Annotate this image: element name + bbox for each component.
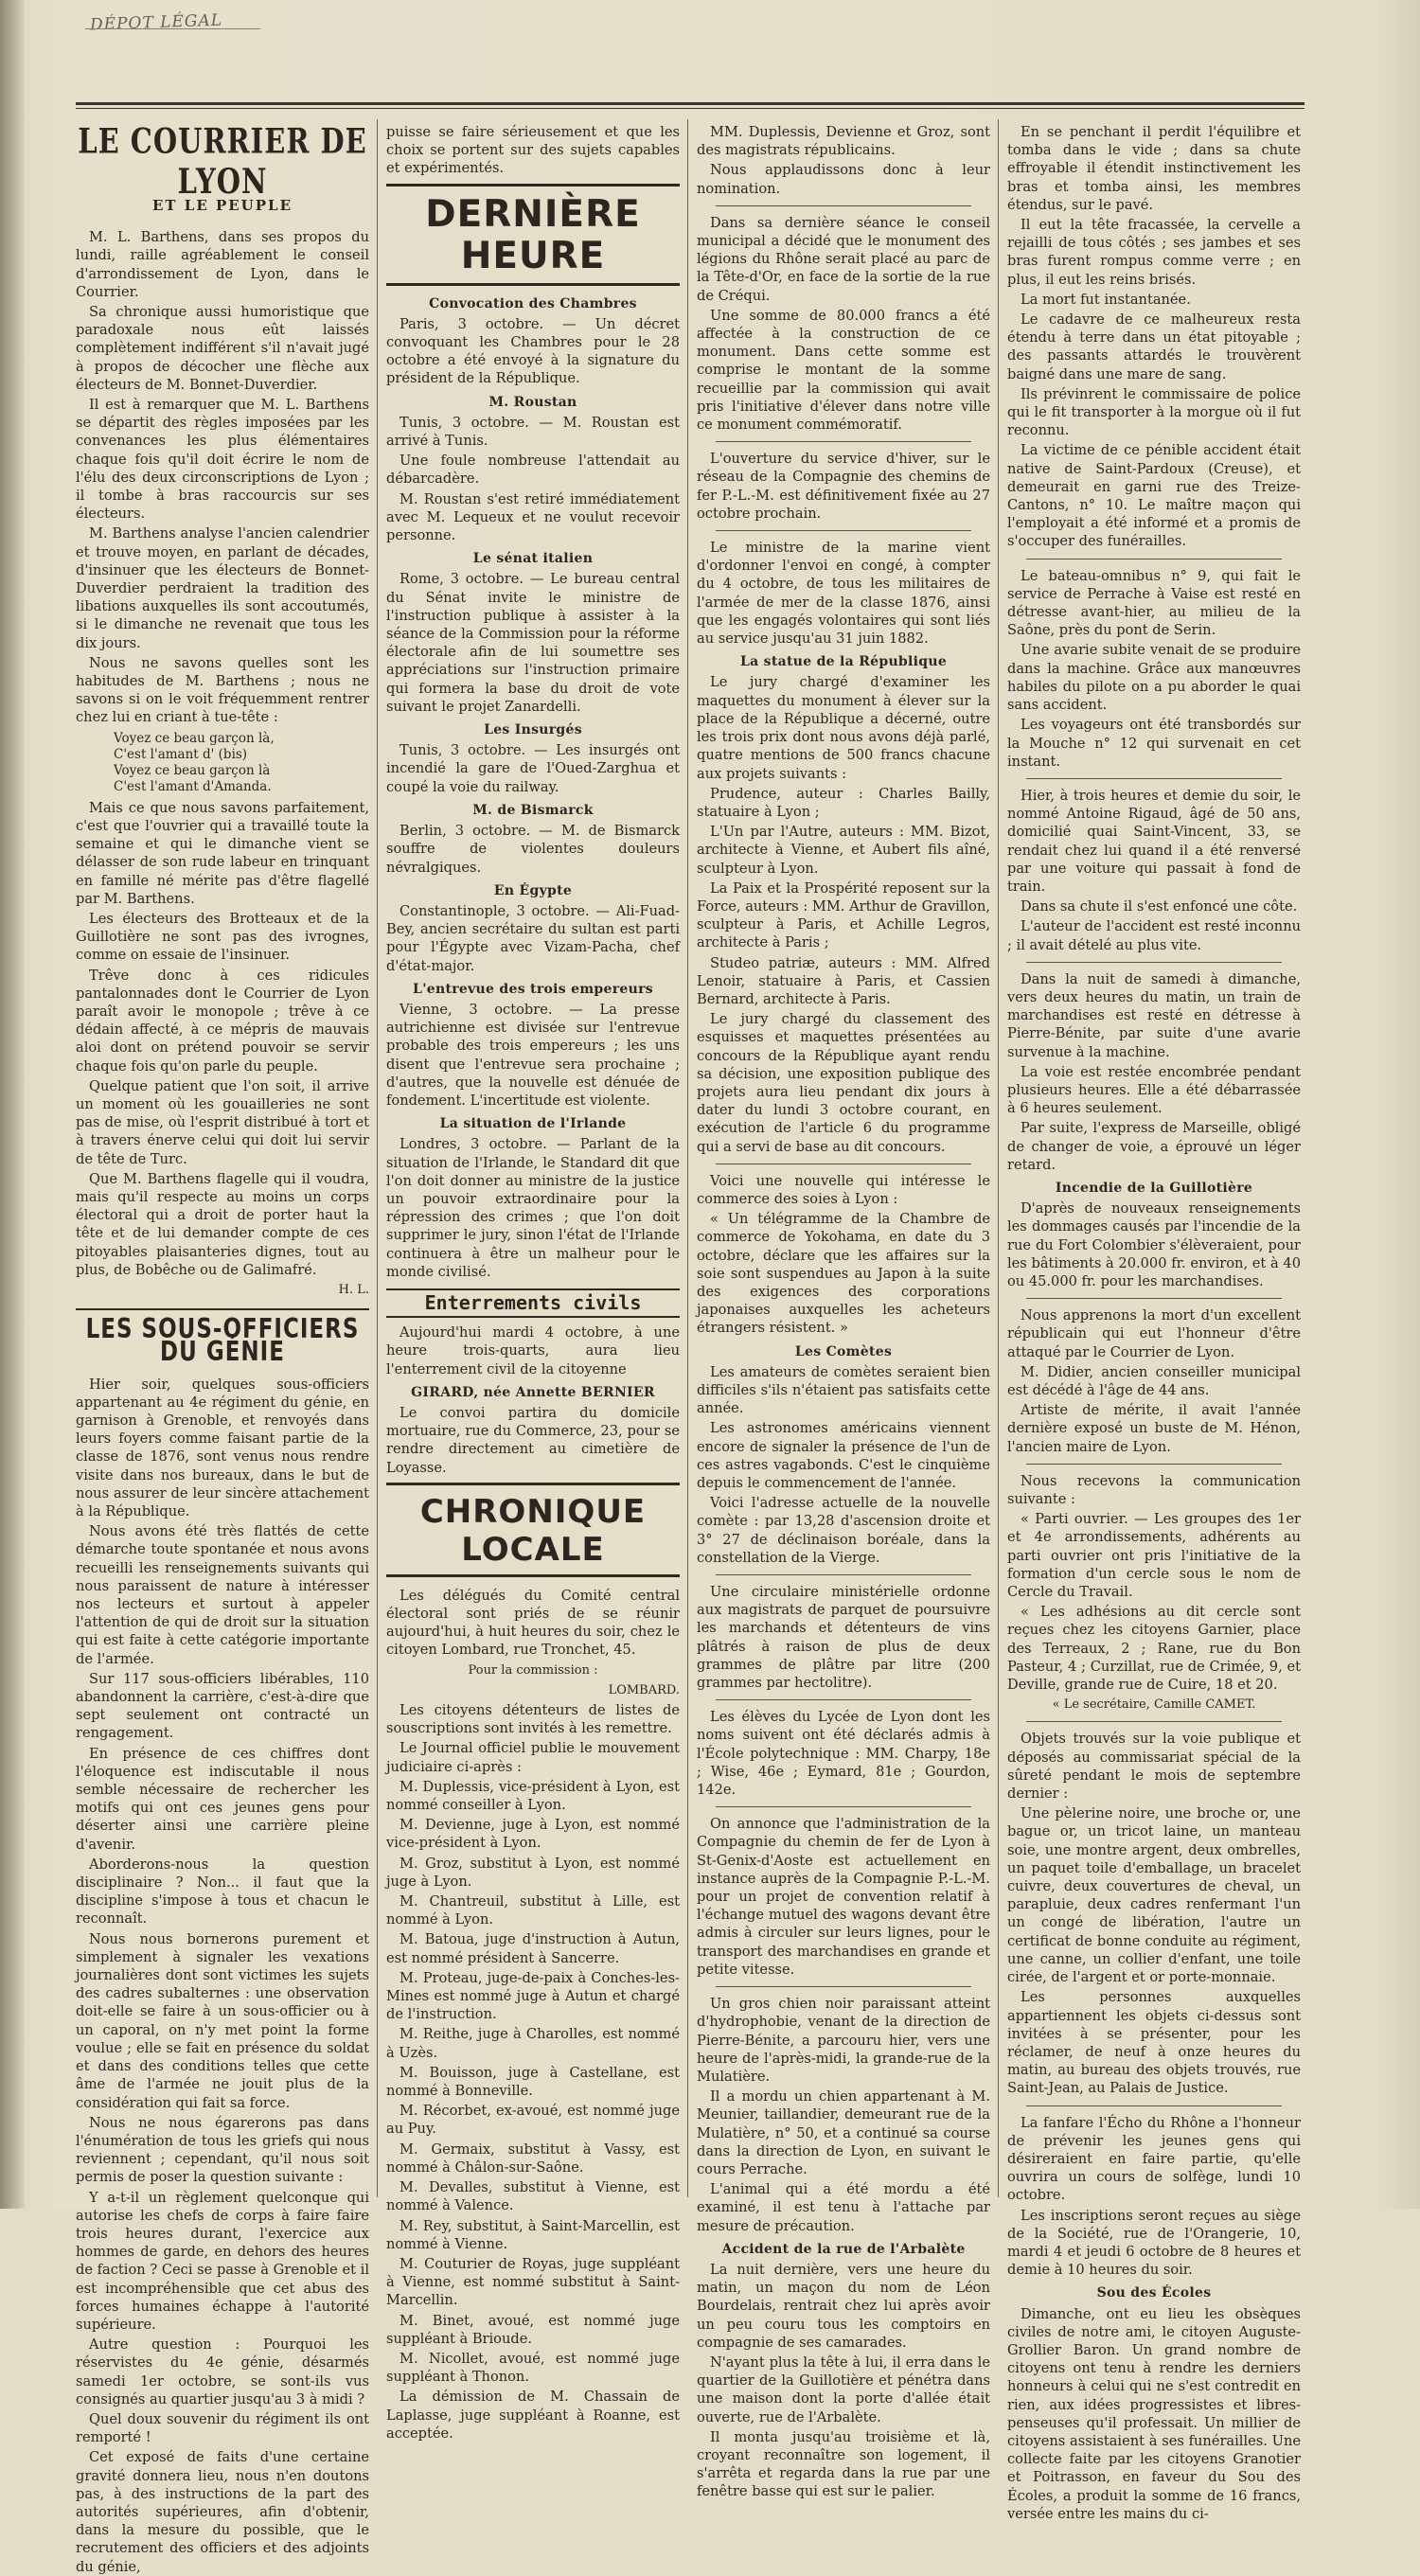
commission-line: Pour la commission : [468, 1662, 598, 1678]
paragraph: Les citoyens détenteurs de listes de souscriptions sont invités à les remettre. [386, 1702, 680, 1737]
paragraph: Il eut la tête fracassée, la cervelle a rejailli de tous côtés ; ses jambes et ses bras furent rompus comme verre ; en plus, il eut les reins brisés. [1007, 217, 1301, 288]
paragraph: Nous nous bornerons purement et simplement à signaler les vexations journalières dont sont victimes les sujets des cadres subalternes : une observation doit-elle se faire à un sous-officier ou à un caporal, on n'y met point la forme voulue ; elle se fait en présence du soldat et dans des conditions telles que cette âme de l'armée ne jouit plus de la considération qui fait sa force. [76, 1930, 369, 2111]
section-headline: LES SOUS-OFFICIERS DU GÉNIE [85, 1314, 360, 1368]
paragraph: Nous applaudissons donc à leur nomination. [697, 162, 990, 197]
paragraph: M. L. Barthens, dans ses propos du lundi, raille agréablement le conseil d'arrondissement de Lyon, dans le Courrier. [76, 229, 369, 300]
verse-line: Voyez ce beau garçon là [114, 762, 271, 778]
paragraph: puisse se faire sérieusement et que les choix se portent sur des sujets capables et expérimentés. [386, 124, 680, 177]
paragraph: M. Binet, avoué, est nommé juge suppléant à Brioude. [386, 2312, 680, 2347]
paragraph: Constantinople, 3 octobre. — Ali-Fuad-Bey, ancien secrétaire du sultan est parti pour l'Égypte avec Vizam-Pacha, chef d'état-major. [386, 902, 680, 974]
paragraph: Rome, 3 octobre. — Le bureau central du Sénat invite le ministre de l'instruction publique à assister à la séance de la Commission pour la réforme électorale afin de lui soumettre ses appréciations sur l'instruction primaire qui formera la base du droit de vote suivant le projet Zanardelli. [386, 571, 680, 715]
paragraph: Le cadavre de ce malheureux resta étendu à terre dans un état pitoyable ; des passants attardés le trouvèrent baigné dans une mare de sang. [1007, 311, 1301, 382]
paragraph: Les délégués du Comité central électoral sont priés de se réunir aujourd'hui, à huit heures du soir, chez le citoyen Lombard, rue Tronchet, 45. [386, 1587, 680, 1659]
paragraph: Nous apprenons la mort d'un excellent républicain qui eut l'honneur d'être attaqué par le Courrier de Lyon. [1007, 1307, 1301, 1360]
separator [716, 1986, 971, 1987]
subheading: Convocation des Chambres [429, 295, 637, 311]
paragraph: Les électeurs des Brotteaux et de la Guillotière ne sont pas des ivrognes, comme on essaie de l'insinuer. [76, 910, 369, 964]
paragraph: Il monta jusqu'au troisième et là, croyant reconnaître son logement, il s'arrêta et regarda dans la rue par une fenêtre basse qui est sur le palier. [697, 2428, 990, 2500]
column-divider [377, 119, 378, 2197]
paragraph: Quel doux souvenir du régiment ils ont remporté ! [76, 2410, 369, 2446]
subheading: La statue de la République [739, 654, 948, 670]
top-rule [76, 102, 1305, 105]
paragraph: Il a mordu un chien appartenant à M. Meunier, taillandier, demeurant rue de la Mulatière, n° 50, et a continué sa course dans la direction de Lyon, en suivant le cours Perrache. [697, 2088, 990, 2177]
column-divider [687, 119, 688, 2197]
masthead-subtitle: ET LE PEUPLE [151, 197, 293, 214]
column-3 [697, 123, 990, 2500]
paragraph: M. Bouisson, juge à Castellane, est nommé à Bonneville. [386, 2064, 680, 2100]
paragraph: M. Couturier de Royas, juge suppléant à Vienne, est nommé substitut à Saint-Marcellin. [386, 2255, 680, 2309]
paragraph: L'Un par l'Autre, auteurs : MM. Bizot, architecte à Vienne, et Aubert fils aîné, sculpteur à Lyon. [697, 824, 990, 877]
paragraph: M. Proteau, juge-de-paix à Conches-les-Mines est nommé juge à Autun et chargé de l'instruction. [386, 1969, 680, 2023]
section-rule [76, 1308, 369, 1310]
paragraph: Autre question : Pourquoi les réservistes du 4e génie, désarmés samedi 1er octobre, se sont-ils vus consignés au quartier jusqu'au 3 à midi ? [76, 2336, 369, 2407]
paragraph: Le jury chargé du classement des esquisses et maquettes présentées au concours de la République ayant rendu sa décision, une exposition publique des projets aura lieu pendant dix jours à dater du lundi 3 octobre courant, en exécution de l'article 6 du programme qui a servi de base au dit concours. [697, 1011, 990, 1155]
paragraph: Les amateurs de comètes seraient bien difficiles s'ils n'étaient pas satisfaits cette année. [697, 1363, 990, 1417]
paragraph: M. Germaix, substitut à Vassy, est nommé à Châlon-sur-Saône. [386, 2141, 680, 2176]
paragraph: Une somme de 80.000 francs a été affectée à la construction de ce monument. Dans cette somme est comprise le montant de la somme recueillie par la commission qui avait pris l'initiative d'élever dans notre ville ce monument commémoratif. [697, 307, 990, 434]
signature: LOMBARD. [608, 1682, 680, 1697]
separator [1026, 2105, 1282, 2106]
paragraph: Berlin, 3 octobre. — M. de Bismarck souffre de violentes douleurs névralgiques. [386, 823, 680, 876]
paragraph: L'auteur de l'accident est resté inconnu ; il avait dételé au plus vite. [1007, 918, 1301, 953]
paragraph: Cet exposé de faits d'une certaine gravité donnera lieu, nous n'en doutons pas, à des instructions de la part des autorités supérieures, afin d'obtenir, dans la mesure du possible, que le recrutement des officiers et des adjoints du génie, [76, 2449, 369, 2575]
subheading: Les Comètes [794, 1343, 893, 1359]
column-divider [998, 119, 999, 2197]
paragraph: M. Rey, substitut, à Saint-Marcellin, est nommé à Vienne. [386, 2217, 680, 2252]
paragraph: Le jury chargé d'examiner les maquettes du monument à élever sur la place de la République a décerné, outre les trois prix dont nous avons déjà parlé, quatre mentions de 500 francs chacune aux projets suivants : [697, 674, 990, 782]
separator [1026, 778, 1282, 779]
subheading: Accident de la rue de l'Arbalète [721, 2241, 966, 2257]
song-verse [114, 731, 369, 795]
subheading: En Égypte [493, 882, 573, 898]
paragraph: Le convoi partira du domicile mortuaire, rue du Commerce, 23, pour se rendre directement au cimetière de Loyasse. [386, 1404, 680, 1476]
paragraph: M. Batoua, juge d'instruction à Autun, est nommé président à Sancerre. [386, 1931, 680, 1966]
signature: H. L. [338, 1282, 369, 1297]
subheading: Sou des Écoles [1096, 2285, 1212, 2301]
paragraph: Tunis, 3 octobre. — M. Roustan est arrivé à Tunis. [386, 414, 680, 450]
paragraph: La victime de ce pénible accident était native de Saint-Pardoux (Creuse), et demeurait en garni rue des Treize-Cantons, n° 10. Le maître maçon qui l'employait a été informé et a promis de s'occuper des funérailles. [1007, 442, 1301, 550]
paragraph: Dimanche, ont eu lieu les obsèques civiles de notre ami, le citoyen Auguste-Grollier Baron. Un grand nombre de citoyens ont tenu à rendre les derniers honneurs à celui qui ne s'est contredit en rien, aux idées progressistes et libres-penseuses qu'il professait. Un millier de citoyens assistaient à ses funérailles. Une collecte faite par les citoyens Granotier et Poitrasson, en faveur du Sou des Écoles, a produit la somme de 16 francs, versée entre les mains du ci- [1007, 2305, 1301, 2522]
separator [1026, 1721, 1282, 1722]
paragraph: N'ayant plus la tête à lui, il erra dans le quartier de la Guillotière et pénétra dans une maison dont la porte d'allée était ouverte, rue de l'Arbalète. [697, 2354, 990, 2425]
paragraph: Nous ne nous égarerons pas dans l'énumération de tous les griefs qui nous reviennent ; cependant, qu'il nous soit permis de poser la question suivante : [76, 2114, 369, 2186]
paragraph: Une pèlerine noire, une broche or, une bague or, un tricot laine, un manteau soie, une montre argent, deux ombrelles, un paquet toile d'emballage, un bracelet cuivre, deux couvertures de cheval, un parapluie, deux cadres renfermant l'un un congé de libération, l'autre un certificat de bonne conduite au régiment, une canne, un collier d'enfant, une toile cirée, de l'argent et or porte-monnaie. [1007, 1805, 1301, 1986]
paragraph: L'animal qui a été mordu a été examiné, il est tenu à l'attache par mesure de précaution. [697, 2181, 990, 2234]
stamp-underline [85, 28, 260, 29]
paragraph: Nous recevons la communication suivante : [1007, 1472, 1301, 1508]
paragraph: M. Chantreuil, substitut à Lille, est nommé à Lyon. [386, 1893, 680, 1928]
paragraph: La nuit dernière, vers une heure du matin, un maçon du nom de Léon Bourdelais, rentrait chez lui après avoir un peu couru tous les comptoirs en compagnie de ses camarades. [697, 2261, 990, 2351]
separator [716, 441, 971, 442]
subheading: Les Insurgés [484, 722, 582, 738]
paragraph: Ils prévinrent le commissaire de police qui le fit transporter à la morgue où il fut reconnu. [1007, 385, 1301, 439]
paragraph: Les voyageurs ont été transbordés sur la Mouche n° 12 qui survenait en cet instant. [1007, 717, 1301, 770]
signature: « Le secrétaire, Camille CAMET. [1052, 1697, 1256, 1713]
paragraph: L'ouverture du service d'hiver, sur le réseau de la Compagnie des chemins de fer P.-L.-M. est définitivement fixée au 27 octobre prochain. [697, 451, 990, 522]
subheading: La situation de l'Irlande [439, 1116, 627, 1132]
paragraph: Une avarie subite venait de se produire dans la machine. Grâce aux manœuvres habiles du pilote on a pu aborder le quai sans accident. [1007, 642, 1301, 714]
paragraph: D'après de nouveaux renseignements les dommages causés par l'incendie de la rue du Fort Colombier s'élèveraient, pour les bâtiments à 20.000 fr. environ, et à 40 ou 45.000 fr. pour les marchandises. [1007, 1200, 1301, 1289]
masthead-title: LE COURRIER DE LYON [78, 120, 367, 202]
paragraph: M. Récorbet, ex-avoué, est nommé juge au Puy. [386, 2103, 680, 2138]
paragraph: M. Devienne, juge à Lyon, est nommé vice-président à Lyon. [386, 1817, 680, 1852]
paragraph: M. Groz, substitut à Lyon, est nommé juge à Lyon. [386, 1855, 680, 1890]
separator [716, 1806, 971, 1807]
derniere-heure-headline: DERNIÈRE HEURE [386, 184, 680, 286]
binding-edge [0, 0, 25, 2209]
subheading: L'entrevue des trois empereurs [413, 981, 653, 997]
paragraph: Artiste de mérite, il avait l'année dernière exposé un buste de M. Hénon, l'ancien maire de Lyon. [1007, 1402, 1301, 1455]
verse-line: C'est l'amant d'Amanda. [114, 778, 272, 794]
paragraph: La Paix et la Prospérité reposent sur la Force, auteurs : MM. Arthur de Gravillon, sculpteur à Paris, et Achille Legros, architecte à Paris ; [697, 879, 990, 951]
subheading: Le sénat italien [472, 551, 594, 567]
paragraph: M. Roustan s'est retiré immédiatement avec M. Lequeux et ne voulut recevoir personne. [386, 490, 680, 544]
separator [1026, 1464, 1282, 1465]
paragraph: « Les adhésions au dit cercle sont reçues chez les citoyens Garnier, place des Terreaux, 2 ; Rane, rue du Bon Pasteur, 4 ; Curzillat, rue de Crimée, 9, et Deville, grande rue de Cuire, 18 et 20. [1007, 1604, 1301, 1694]
column-1 [76, 120, 369, 2575]
column-4 [1007, 123, 1301, 2522]
paragraph: Nous ne savons quelles sont les habitudes de M. Barthens ; nous ne savons si on le voit fréquemment rentrer chez lui en criant à tue-tête : [76, 654, 369, 726]
paragraph: Quelque patient que l'on soit, il arrive un moment où les gouailleries ne sont pas de mise, où l'esprit distribué à tort et à travers énerve celui qui doit lui servir de tête de Turc. [76, 1077, 369, 1167]
paragraph: Aborderons-nous la question disciplinaire ? Non... il faut que la discipline s'impose à tous et chacun le reconnaît. [76, 1856, 369, 1928]
depot-legal-stamp: DÉPOT LÉGAL [89, 10, 223, 35]
separator [716, 205, 971, 206]
paragraph: La fanfare l'Écho du Rhône a l'honneur de prévenir les jeunes gens qui désireraient en faire partie, qu'elle ouvrira un cours de solfège, lundi 10 octobre. [1007, 2114, 1301, 2204]
deceased-name: GIRARD, née Annette BERNIER [411, 1384, 655, 1400]
paragraph: En se penchant il perdit l'équilibre et tomba dans le vide ; dans sa chute effroyable il étendit instinctivement les bras et tomba ainsi, les membres étendus, sur le pavé. [1007, 124, 1301, 213]
paragraph: Voici une nouvelle qui intéresse le commerce des soies à Lyon : [697, 1172, 990, 1207]
paragraph: Tunis, 3 octobre. — Les insurgés ont incendié la gare de l'Oued-Zarghua et coupé la voie du railway. [386, 742, 680, 795]
top-rule-thin [76, 108, 1305, 109]
paragraph: Les inscriptions seront reçues au siège de la Société, rue de l'Orangerie, 10, mardi 4 et jeudi 6 octobre de 8 heures et demie à 10 heures du soir. [1007, 2207, 1301, 2279]
paragraph: Il est à remarquer que M. L. Barthens se départit des règles imposées par les convenances les plus élémentaires chaque fois qu'il doit écrire le nom de l'élu des deux circonscriptions de Lyon ; il tombe à bras raccourcis sur ses électeurs. [76, 397, 369, 523]
paragraph: Le Journal officiel publie le mouvement judiciaire ci-après : [386, 1740, 680, 1775]
paragraph: Nous avons été très flattés de cette démarche toute spontanée et nous avons recueilli les renseignements suivants qui nous paraissent de nature à intéresser nos lecteurs et surtout à appeler l'attention de qui de droit sur la situation qui est faite à cette catégorie importante de l'armée. [76, 1523, 369, 1667]
paragraph: Que M. Barthens flagelle qui il voudra, mais qu'il respecte au moins un corps électoral qui a droit de porter haut la tête et de lui demander compte de ces pitoyables plaisanteries dignes, tout au plus, de Bobêche ou de Galimafré. [76, 1170, 369, 1278]
verse-line: Voyez ce beau garçon là, [114, 730, 275, 746]
paragraph: Les élèves du Lycée de Lyon dont les noms suivent ont été déclarés admis à l'École polytechnique : MM. Charpy, 18e ; Wise, 46e ; Eymard, 81e ; Gourdon, 142e. [697, 1709, 990, 1799]
paragraph: Les personnes auxquelles appartiennent les objets ci-dessus sont invitées à se présenter, pour les réclamer, de neuf à onze heures du matin, au bureau des objets trouvés, rue Saint-Jean, au Palais de Justice. [1007, 1989, 1301, 2097]
paragraph: Un gros chien noir paraissant atteint d'hydrophobie, venant de la direction de Pierre-Bénite, a parcouru hier, vers une heure de l'après-midi, la grande-rue de la Mulatière. [697, 1996, 990, 2085]
column-2 [386, 123, 680, 2442]
separator [716, 1574, 971, 1575]
paragraph: Hier, à trois heures et demie du soir, le nommé Antoine Rigaud, âgé de 50 ans, domicilié quai Saint-Vincent, 33, se rendait chez lui quand il a été renversé par une voiture qui passait à fond de train. [1007, 787, 1301, 895]
paragraph: Sur 117 sous-officiers libérables, 110 abandonnent la carrière, c'est-à-dire que sept seulement ont contracté un rengagement. [76, 1670, 369, 1742]
chronique-locale-headline: CHRONIQUE LOCALE [386, 1483, 680, 1577]
separator [716, 1699, 971, 1700]
paragraph: La voie est restée encombrée pendant plusieurs heures. Elle a été débarrassée à 6 heures seulement. [1007, 1063, 1301, 1117]
paragraph: Vienne, 3 octobre. — La presse autrichienne est divisée sur l'entrevue probable des trois empereurs ; les uns disent que l'entrevue sera prochaine ; d'autres, que la nouvelle est dénuée de fondement. L'incertitude est violente. [386, 1001, 680, 1109]
paragraph: Hier soir, quelques sous-officiers appartenant au 4e régiment du génie, en garnison à Grenoble, et renvoyés dans leurs foyers comme faisant partie de la classe de 1876, sont venus nous rendre visite dans nos bureaux, dans le but de nous assurer de leur sincère attachement à la République. [76, 1376, 369, 1519]
paragraph: M. Nicollet, avoué, est nommé juge suppléant à Thonon. [386, 2350, 680, 2386]
paragraph: Trêve donc à ces ridicules pantalonnades dont le Courrier de Lyon paraît avoir le monopole ; trêve à ce dédain affecté, à ce mépris de mauvais aloi dont on prétend pouvoir se servir chaque fois qu'on parle du peuple. [76, 967, 369, 1075]
paragraph: Une foule nombreuse l'attendait au débarcadère. [386, 453, 680, 488]
paragraph: « Un télégramme de la Chambre de commerce de Yokohama, en date du 3 octobre, déclare que les affaires sur la soie sont suspendues au Japon à la suite des exigences des corporations japonaises auxquelles les acheteurs étrangers résistent. » [697, 1211, 990, 1337]
paragraph: Paris, 3 octobre. — Un décret convoquant les Chambres pour le 28 octobre a été envoyé à la signature du président de la République. [386, 315, 680, 387]
paragraph: Y a-t-il un règlement quelconque qui autorise les chefs de corps à faire faire trois heures durant, l'exercice aux hommes de garde, en dehors des heures de faction ? Ceci se passe à Grenoble et il est incompréhensible que cet abus des forces humaines échappe à l'autorité supérieure. [76, 2189, 369, 2333]
paragraph: En présence de ces chiffres dont l'éloquence est indiscutable il nous semble nécessaire de rechercher les motifs qui ont ces jeunes gens pour déserter ainsi une carrière pleine d'avenir. [76, 1745, 369, 1853]
paragraph: Dans sa dernière séance le conseil municipal a décidé que le monument des légions du Rhône serait placé au parc de la Tête-d'Or, en face de la sortie de la rue de Créqui. [697, 214, 990, 304]
paragraph: Aujourd'hui mardi 4 octobre, à une heure trois-quarts, aura lieu l'enterrement civil de la citoyenne [386, 1324, 680, 1377]
paragraph: M. Didier, ancien conseiller municipal est décédé à l'âge de 44 ans. [1007, 1363, 1301, 1398]
paragraph: Londres, 3 octobre. — Parlant de la situation de l'Irlande, le Standard dit que l'on doit donner au ministre de la justice un pouvoir extraordinaire pour la répression des crimes ; que l'on doit supprimer le jury, sinon l'état de l'Irlande continuera à être un malheur pour le monde civilisé. [386, 1136, 680, 1280]
enterrements-headline: Enterrements civils [386, 1288, 680, 1318]
subheading: M. de Bismarck [472, 802, 594, 818]
paragraph: Prudence, auteur : Charles Bailly, statuaire à Lyon ; [697, 785, 990, 820]
paragraph: Dans sa chute il s'est enfoncé une côte. [1021, 898, 1298, 915]
paragraph: MM. Duplessis, Devienne et Groz, sont des magistrats républicains. [697, 124, 990, 159]
paragraph: M. Reithe, juge à Charolles, est nommé à Uzès. [386, 2026, 680, 2061]
paragraph: M. Devalles, substitut à Vienne, est nommé à Valence. [386, 2179, 680, 2214]
paragraph: Voici l'adresse actuelle de la nouvelle comète : par 13,28 d'ascension droite et 3° 27 de déclinaison boréale, dans la constellation de la Vierge. [697, 1495, 990, 1566]
paragraph: Sa chronique aussi humoristique que paradoxale nous eût laissés complètement indifférent s'il n'avait jugé à propos de décocher une flèche aux électeurs de M. Bonnet-Duverdier. [76, 304, 369, 393]
paragraph: Le ministre de la marine vient d'ordonner l'envoi en congé, à compter du 4 octobre, de tous les militaires de l'armée de mer de la classe 1876, ainsi que les engagés volontaires qui sont liés au service jusqu'au 31 juin 1882. [697, 540, 990, 648]
separator [1026, 962, 1282, 963]
paragraph: « Parti ouvrier. — Les groupes des 1er et 4e arrondissements, adhérents au parti ouvrier ont pris l'initiative de la formation d'un cercle sous le nom de Cercle du Travail. [1007, 1511, 1301, 1601]
subheading: M. Roustan [488, 394, 577, 410]
paragraph: Studeo patriæ, auteurs : MM. Alfred Lenoir, statuaire à Paris, et Cassien Bernard, architecte à Paris. [697, 954, 990, 1007]
paragraph: Dans la nuit de samedi à dimanche, vers deux heures du matin, un train de marchandises est resté en détresse à Pierre-Bénite, par suite d'une avarie survenue à la machine. [1007, 970, 1301, 1060]
paragraph: Le bateau-omnibus n° 9, qui fait le service de Perrache à Vaise est resté en détresse avant-hier, au milieu de la Saône, près du pont de Serin. [1007, 567, 1301, 639]
paragraph: Par suite, l'express de Marseille, obligé de changer de voie, a éprouvé un léger retard. [1007, 1120, 1301, 1173]
paragraph: On annonce que l'administration de la Compagnie du chemin de fer de Lyon à St-Genix-d'Aoste est actuellement en instance auprès de la Compagnie P.-L.-M. pour un projet de convention relatif à l'échange mutuel des wagons devant être admis à circuler sur leurs lignes, pour le transport des marchandises en grande et petite vitesse. [697, 1816, 990, 1978]
paragraph: La mort fut instantanée. [1021, 291, 1191, 308]
paragraph: M. Duplessis, vice-président à Lyon, est nommé conseiller à Lyon. [386, 1778, 680, 1814]
separator [1026, 559, 1282, 560]
paragraph: Les astronomes américains viennent encore de signaler la présence de l'un de ces astres vagabonds. C'est le cinquième depuis le commencement de l'année. [697, 1420, 990, 1492]
subheading: Incendie de la Guillotière [1055, 1180, 1253, 1196]
paragraph: M. Barthens analyse l'ancien calendrier et trouve moyen, en parlant de décades, d'insinuer que les électeurs de Bonnet-Duverdier perdraient la tradition des libations auxquelles ils sont accoutumés, si le dimanche ne revenait que tous les dix jours. [76, 525, 369, 651]
separator [1026, 1298, 1282, 1299]
separator [716, 530, 971, 531]
paragraph: Une circulaire ministérielle ordonne aux magistrats de parquet de poursuivre les marchands et détenteurs de vins plâtrés à raison de plus de deux grammes de plâtre par litre (200 grammes par hectolitre). [697, 1584, 990, 1692]
paragraph: La démission de M. Chassain de Laplasse, juge suppléant à Roanne, est acceptée. [386, 2389, 680, 2442]
paragraph: Mais ce que nous savons parfaitement, c'est que l'ouvrier qui a travaillé toute la semaine et qui le dimanche vient se délasser de son rude labeur en trinquant en famille né mérite pas d'être flagellé par M. Barthens. [76, 799, 369, 907]
verse-line: C'est l'amant d' (bis) [114, 746, 248, 762]
paragraph: Objets trouvés sur la voie publique et déposés au commissariat spécial de la sûreté pendant le mois de septembre dernier : [1007, 1731, 1301, 1803]
